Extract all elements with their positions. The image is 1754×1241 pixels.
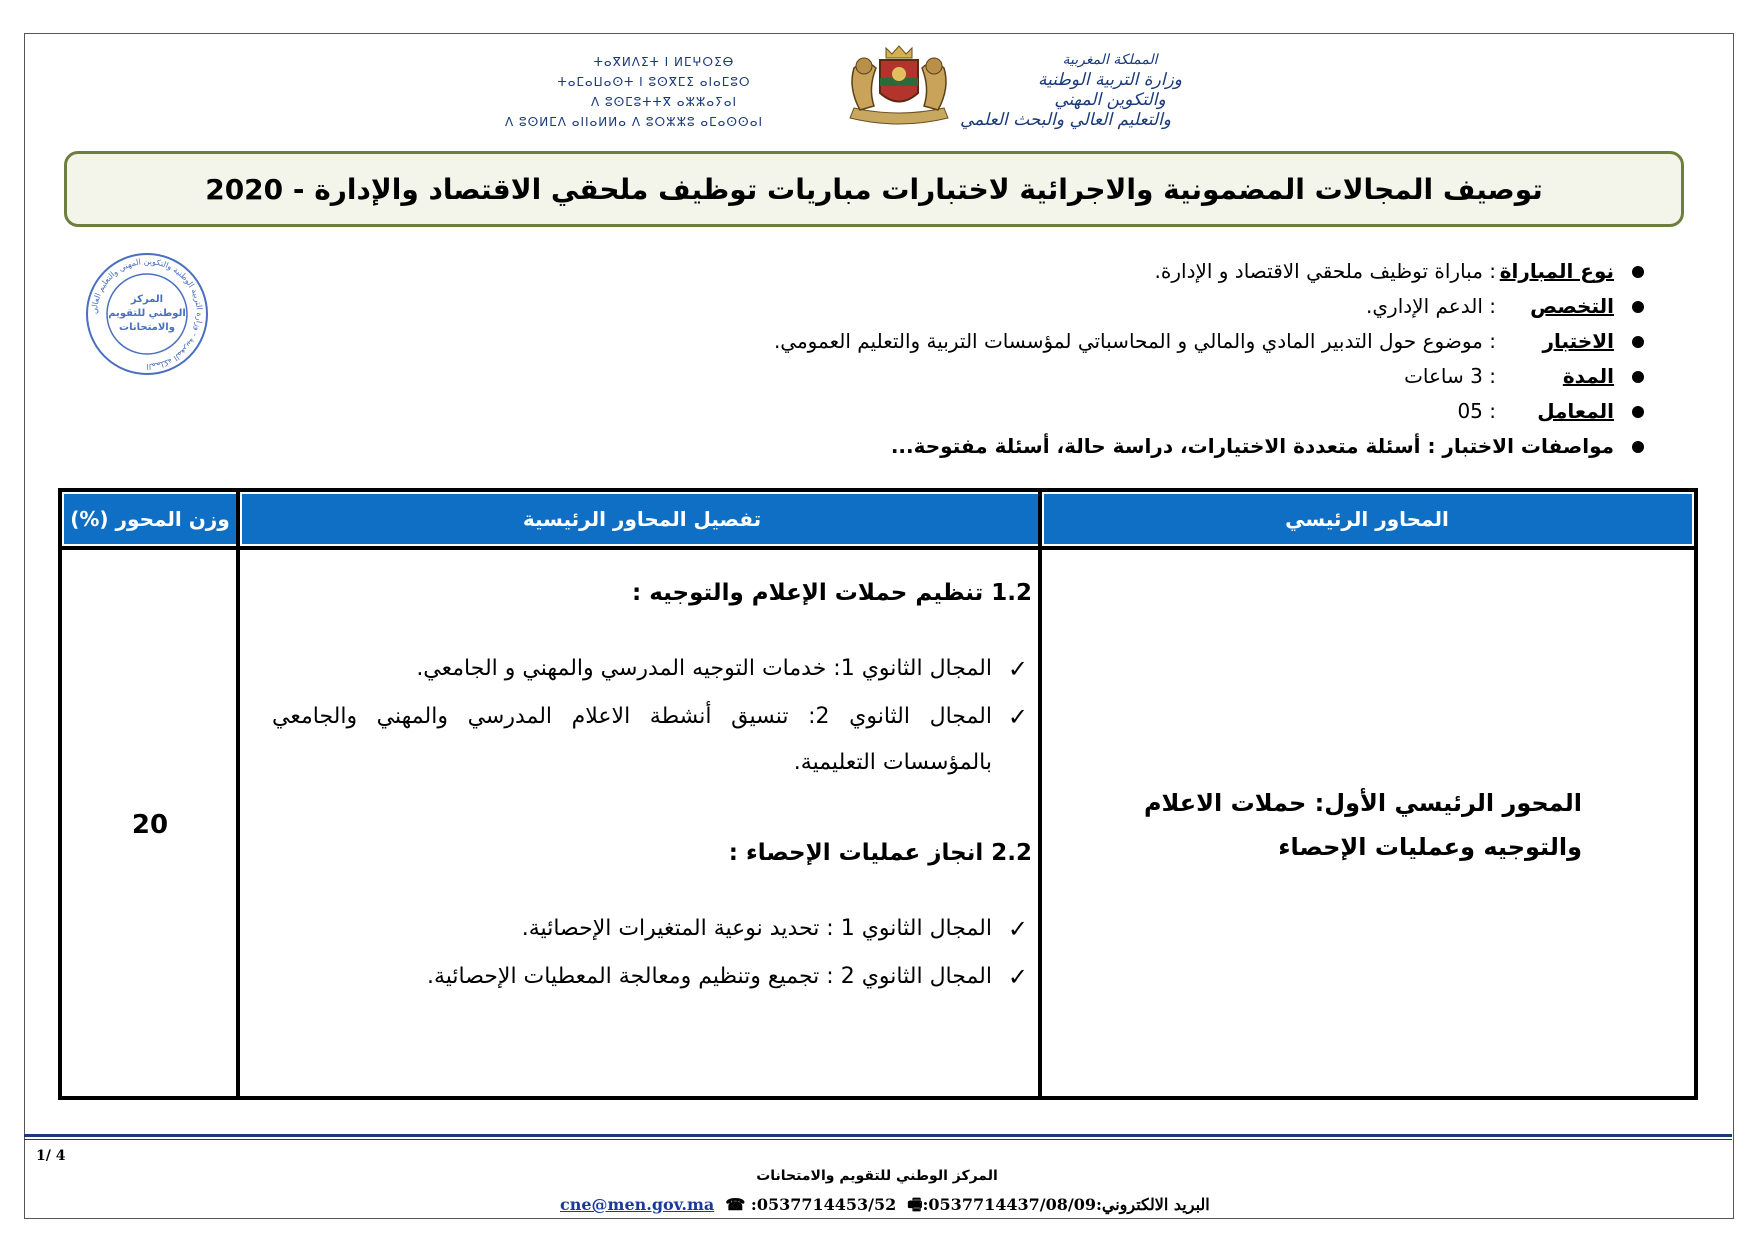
- exam-specs: مواصفات الاختبار : أسئلة متعددة الاختيارات، دراسة حالة، أسئلة مفتوحة...: [890, 434, 1614, 458]
- amazigh-line: ⴷ ⵓⵙⵎⵓⵜⵜⴳ ⴰⵣⵣⴰⵢⴰⵏ: [590, 95, 738, 109]
- info-key: نوع المباراة: [1499, 259, 1614, 283]
- header-weight: وزن المحور (%): [62, 492, 238, 546]
- item-text: المجال الثانوي 1 : تحديد نوعية المتغيرات الإحصائية.: [521, 916, 992, 941]
- details-cell: [242, 550, 1042, 1100]
- title-banner: [64, 151, 1684, 227]
- amazigh-line: ⵜⴰⴳⵍⴷⵉⵜ ⵏ ⵍⵎⵖⵔⵉⴱ: [593, 55, 735, 69]
- coat-of-arms-icon: [840, 38, 958, 128]
- item-text: المجال الثانوي 1: خدمات التوجيه المدرسي والمهني و الجامعي.: [416, 656, 992, 681]
- weight-cell: 20: [131, 810, 169, 840]
- stamp-text: والامتحانات: [119, 322, 175, 333]
- info-value: : مباراة توظيف ملحقي الاقتصاد و الإدارة.: [1154, 259, 1496, 283]
- info-row: [774, 254, 1614, 289]
- section-title: 2.2 انجاز عمليات الإحصاء :: [728, 840, 1032, 866]
- info-row: [774, 394, 1614, 429]
- item-text: المجال الثانوي 2 : تجميع وتنظيم ومعالجة المعطيات الإحصائية.: [426, 964, 992, 989]
- list-item: [272, 694, 1028, 786]
- bullet-icon: [1632, 301, 1644, 313]
- info-row: [774, 429, 1614, 464]
- ministry-line: والتعليم العالي والبحث العلمي: [960, 110, 1171, 130]
- ministry-header: [950, 50, 1270, 130]
- check-icon: ✓: [1007, 963, 1028, 991]
- info-key: الاختبار: [1542, 329, 1614, 353]
- info-key: المدة: [1562, 364, 1614, 388]
- info-value: : الدعم الإداري.: [1366, 294, 1496, 318]
- axes-table: [58, 488, 1698, 1100]
- header-details: تفصيل المحاور الرئيسية: [240, 492, 1044, 546]
- info-value: : 3 ساعات: [1404, 364, 1496, 388]
- header-main-axes: المحاور الرئيسي: [1040, 492, 1694, 546]
- bullet-icon: [1632, 336, 1644, 348]
- list-item: [272, 906, 1028, 952]
- main-axis-cell: [1040, 550, 1694, 1100]
- table-header-row: [62, 492, 1694, 550]
- email-link[interactable]: cne@men.gov.ma: [560, 1195, 715, 1214]
- phone-number: ☎ :0537714453/52: [725, 1195, 897, 1214]
- page-title: توصيف المجالات المضمونية والاجرائية لاختبارات مباريات توظيف ملحقي الاقتصاد والإدارة - 2020: [205, 172, 1543, 206]
- item-text: المجال الثانوي 2: تنسيق أنشطة الاعلام المدرسي والمهني والجامعي بالمؤسسات التعليمية.: [272, 704, 993, 775]
- ministry-line: والتكوين المهني: [1054, 90, 1166, 110]
- official-stamp-icon: [84, 250, 210, 378]
- fax-number: 🖷:0537714437/08/09: [907, 1195, 1096, 1214]
- check-icon: ✓: [1007, 703, 1028, 731]
- check-icon: ✓: [1007, 915, 1028, 943]
- footer-contact: [560, 1194, 1210, 1221]
- kingdom-line: المملكة المغربية: [1062, 52, 1158, 68]
- info-key: التخصص: [1530, 294, 1614, 318]
- amazigh-line: ⵜⴰⵎⴰⵡⴰⵙⵜ ⵏ ⵓⵙⴳⵎⵉ ⴰⵏⴰⵎⵓⵔ: [557, 75, 751, 89]
- ministry-line: وزارة التربية الوطنية: [1037, 70, 1183, 90]
- check-icon: ✓: [1007, 655, 1028, 683]
- bullet-icon: [1632, 441, 1644, 453]
- footer-divider: [24, 1139, 1732, 1140]
- footer-org: المركز الوطني للتقويم والامتحانات: [756, 1168, 998, 1184]
- bullet-icon: [1632, 266, 1644, 278]
- email-label: البريد الالكتروني:: [1095, 1195, 1210, 1214]
- info-row: [774, 289, 1614, 324]
- footer-divider: [24, 1134, 1732, 1137]
- bullet-icon: [1632, 371, 1644, 383]
- stamp-ring-text: المملكة المغربية - وزارة التربية الوطنية والتكوين المهني والتعليم العالي: [89, 256, 205, 372]
- stamp-text: الوطني للتقويم: [108, 308, 186, 319]
- amazigh-header: [474, 52, 794, 132]
- info-value: : 05: [1457, 399, 1496, 423]
- info-value: : موضوع حول التدبير المادي والمالي و المحاسباتي لمؤسسات التربية والتعليم العمومي.: [773, 329, 1496, 353]
- list-item: [272, 954, 1028, 1000]
- main-axis-text: المحور الرئيسي الأول: حملات الاعلام والتوجيه وعمليات الإحصاء: [1143, 789, 1582, 861]
- stamp-text: المركز: [130, 294, 164, 305]
- info-row: [773, 324, 1614, 359]
- amazigh-line: ⴷ ⵓⵙⵍⵎⴷ ⴰⵏⵏⴰⵍⵍⴰ ⴷ ⵓⵔⵣⵣⵓ ⴰⵎⴰⵙⵙⴰⵏ: [505, 115, 763, 129]
- info-row: [774, 359, 1614, 394]
- bullet-icon: [1632, 406, 1644, 418]
- list-item: [272, 646, 1028, 692]
- info-key: المعامل: [1537, 399, 1614, 423]
- page-number: 1/ 4: [36, 1148, 66, 1164]
- section-title: 1.2 تنظيم حملات الإعلام والتوجيه :: [632, 580, 1032, 606]
- exam-info-list: [773, 254, 1614, 464]
